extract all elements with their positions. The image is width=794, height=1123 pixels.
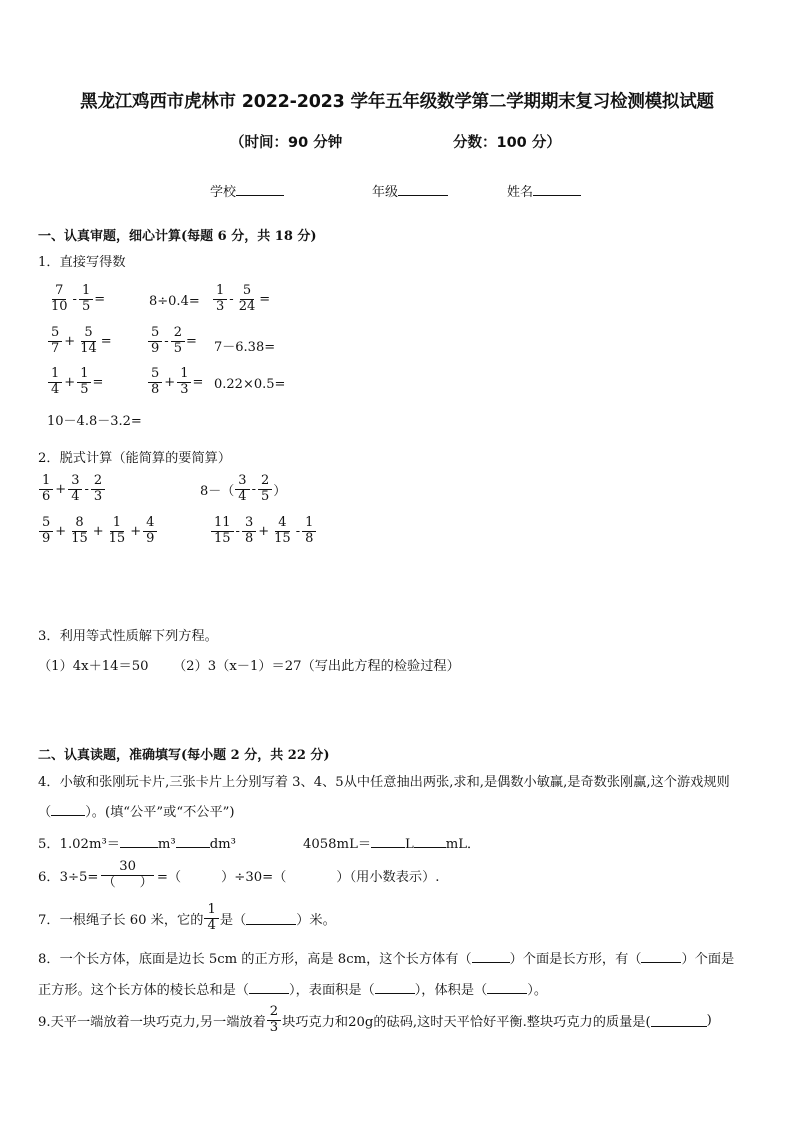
fraction: [39, 474, 53, 504]
numerator: 1: [110, 516, 124, 532]
fraction: [148, 367, 162, 397]
section2-heading: 二、认真读题，准确填写(每小题 2 分，共 22 分): [38, 748, 330, 763]
text-fragment: ）÷30=（: [221, 869, 287, 885]
exam-score: 分数：100 分）: [453, 135, 561, 151]
denominator: 8: [151, 381, 160, 397]
q1-r4a: 10－4.8－3.2=: [47, 414, 142, 429]
numerator: 7: [52, 284, 66, 300]
numerator: 5: [240, 284, 254, 300]
text-fragment: m³: [157, 837, 176, 852]
numerator: 2: [91, 474, 105, 490]
denominator: 3: [93, 488, 103, 504]
q4-line2: [38, 801, 235, 820]
q1-label: 1．直接写得数: [38, 255, 126, 270]
q8-blank-2[interactable]: [641, 950, 681, 963]
denominator: 15: [71, 530, 88, 546]
school-label: 学校: [210, 185, 237, 200]
numerator: 1: [77, 367, 91, 383]
text-fragment: 5．1.02m³＝: [38, 837, 120, 852]
q5-a: [38, 833, 236, 852]
numerator: 2: [258, 474, 272, 490]
fraction: [39, 516, 53, 546]
text-fragment: 是（: [219, 912, 247, 928]
fraction: [213, 284, 227, 314]
text-fragment: =: [185, 333, 197, 349]
denominator: 8: [244, 530, 254, 546]
fraction: [302, 516, 316, 546]
exam-title: 黑龙江鸡西市虎林市 2022-2023 学年五年级数学第二学期期末复习检测模拟试题: [80, 92, 714, 112]
operator: +: [55, 523, 67, 539]
q3-eq2: （2）3（x－1）＝27（写出此方程的检验过程）: [173, 659, 460, 674]
numerator: 2: [267, 1005, 281, 1021]
numerator: 1: [204, 903, 218, 919]
grade-field: [372, 181, 448, 200]
q5-blank-4[interactable]: [414, 835, 446, 848]
q4-blank[interactable]: [51, 803, 85, 816]
q4-line1: 4．小敏和张刚玩卡片,三张卡片上分别写着 3、4、5从中任意抽出两张,求和,是偶数小敏赢,是奇数张刚赢,这个游戏规则: [38, 775, 730, 790]
q2-e3: [38, 516, 158, 546]
numerator: 3: [68, 474, 82, 490]
operator: +: [130, 523, 142, 539]
q2-label: 2．脱式计算（能简算的要简算）: [38, 451, 232, 466]
denominator: 4: [238, 488, 247, 504]
operator: -: [251, 481, 256, 497]
q1-r2a: [47, 326, 112, 356]
text-fragment: 9.天平一端放着一块巧克力,另一端放着: [38, 1014, 266, 1030]
text-fragment: =（: [156, 869, 182, 885]
denominator: [99, 876, 155, 891]
numerator: 1: [213, 284, 227, 300]
text-fragment: ）米。: [296, 912, 336, 928]
fraction: [106, 516, 129, 546]
name-label: 姓名: [507, 185, 534, 200]
fraction: [171, 326, 185, 356]
fraction: [235, 474, 249, 504]
numerator: 1: [79, 284, 93, 300]
q1-r2b: [147, 326, 197, 356]
q8-line2: [38, 979, 547, 998]
fraction: [68, 474, 82, 504]
text-fragment: =: [92, 374, 104, 390]
numerator: 4: [275, 516, 289, 532]
fraction: [143, 516, 157, 546]
name-blank[interactable]: [533, 183, 581, 196]
fraction: [258, 474, 272, 504]
q9: [38, 1005, 712, 1036]
q9-blank[interactable]: [651, 1014, 707, 1027]
numerator: 1: [39, 474, 53, 490]
text-fragment: 8．一个长方体，底面是边长 5cm 的正方形，高是 8cm，这个长方体有（: [38, 952, 472, 967]
text-fragment: 8－（: [200, 483, 235, 499]
text-fragment: ）个面是: [681, 952, 735, 967]
numerator: 5: [148, 367, 162, 383]
numerator: 1: [48, 367, 62, 383]
fraction: [271, 516, 294, 546]
q7-blank[interactable]: [246, 912, 296, 925]
q8-blank-5[interactable]: [487, 981, 527, 994]
grade-blank[interactable]: [398, 183, 448, 196]
denominator: 4: [51, 381, 60, 397]
denominator: 3: [216, 298, 225, 314]
fraction: [79, 284, 93, 314]
q2-e4: [210, 516, 317, 546]
text-fragment: =: [192, 374, 204, 390]
text-fragment: ）: [273, 483, 287, 499]
fraction: [236, 284, 259, 314]
text-fragment: =: [259, 291, 271, 307]
q8-blank-1[interactable]: [472, 950, 510, 963]
numerator: 1: [302, 516, 316, 532]
denominator: 6: [42, 488, 51, 504]
operator: -: [295, 523, 301, 539]
q8-line1: [38, 948, 734, 967]
q5-blank-1[interactable]: [120, 835, 158, 848]
numerator: 5: [81, 326, 95, 342]
exam-time: （时间：90 分钟: [230, 135, 343, 151]
grade-label: 年级: [372, 185, 399, 200]
operator: +: [64, 374, 76, 390]
denominator: 24: [238, 298, 256, 314]
fraction: [148, 326, 162, 356]
denominator: 5: [173, 340, 182, 356]
q1-r1b: 8÷0.4=: [149, 294, 200, 309]
text-fragment: 6．3÷5=: [38, 869, 99, 885]
q8-blank-4[interactable]: [375, 981, 415, 994]
denominator: 5: [81, 298, 91, 314]
numerator: 30: [101, 860, 154, 876]
q3-label: 3．利用等式性质解下列方程。: [38, 629, 218, 644]
operator: +: [64, 333, 76, 349]
text-fragment: ）。: [527, 983, 548, 998]
fraction: [48, 367, 62, 397]
fraction: [267, 1005, 281, 1036]
q8-blank-3[interactable]: [249, 981, 289, 994]
operator: -: [72, 291, 77, 307]
operator: +: [164, 374, 176, 390]
operator: -: [84, 481, 89, 497]
numerator: 5: [48, 326, 62, 342]
text-fragment: ）（用小数表示）.: [336, 869, 440, 885]
q7: [38, 903, 336, 934]
denominator: 5: [260, 488, 270, 504]
fraction: [77, 326, 100, 356]
denominator: 3: [180, 381, 189, 397]
denominator: 10: [51, 298, 68, 314]
q1-r3b: [147, 367, 203, 397]
fraction: [68, 516, 91, 546]
text-fragment: （: [102, 874, 116, 890]
numerator: 3: [235, 474, 249, 490]
text-fragment: ），表面积是（: [289, 983, 375, 998]
q2-e1: [38, 474, 106, 504]
text-fragment: ）。(填“公平”或“不公平”): [85, 805, 235, 820]
text-fragment: L: [405, 837, 414, 852]
fraction: [99, 860, 155, 891]
fraction: [242, 516, 256, 546]
q5-b: [303, 833, 480, 852]
operator: -: [235, 523, 240, 539]
text-fragment: ）个面是长方形，有（: [509, 952, 642, 967]
numerator: 3: [242, 516, 256, 532]
denominator: 9: [151, 340, 160, 356]
q1-r3a: [47, 367, 103, 397]
numerator: 4: [143, 516, 157, 532]
numerator: 11: [211, 516, 234, 532]
fraction: [177, 367, 191, 397]
operator: +: [258, 523, 270, 539]
q1-r1c: [212, 284, 270, 314]
q1-r2c: 7－6.38=: [214, 340, 276, 355]
denominator: 7: [51, 340, 60, 356]
q1-r3c: 0.22×0.5=: [214, 377, 286, 392]
q5-blank-3[interactable]: [371, 835, 405, 848]
fraction: [91, 474, 105, 504]
denominator: 9: [42, 530, 51, 546]
operator: -: [164, 333, 169, 349]
school-blank[interactable]: [236, 183, 284, 196]
operator: +: [55, 481, 67, 497]
text-fragment: =: [100, 333, 112, 349]
fraction: [48, 326, 62, 356]
denominator: 5: [80, 381, 89, 397]
text-fragment: ）: [139, 874, 153, 890]
text-fragment: 4058mL＝: [303, 837, 372, 852]
q3-eq1: （1）4x＋14＝50: [38, 659, 149, 674]
numerator: 8: [72, 516, 86, 532]
q6: [38, 860, 439, 891]
q5-blank-2[interactable]: [176, 835, 210, 848]
text-fragment: dm³: [209, 837, 236, 852]
fraction: [211, 516, 234, 546]
denominator: 15: [274, 530, 291, 546]
text-fragment: ): [706, 1012, 712, 1028]
denominator: 4: [207, 917, 216, 933]
text-fragment: =: [94, 291, 106, 307]
text-fragment: 块巧克力和20g的砝码,这时天平恰好平衡.整块巧克力的质量是(: [282, 1014, 651, 1030]
denominator: 8: [305, 530, 314, 546]
fraction: [48, 284, 71, 314]
q2-e2: [200, 474, 286, 504]
denominator: 15: [214, 530, 231, 546]
q1-r1a: [47, 284, 105, 314]
fraction: [204, 903, 218, 934]
section1-heading: 一、认真审题，细心计算(每题 6 分，共 18 分): [38, 229, 317, 244]
numerator: 5: [148, 326, 162, 342]
name-field: [507, 181, 581, 200]
denominator: 14: [80, 340, 97, 356]
text-fragment: ），体积是（: [414, 983, 488, 998]
operator: +: [92, 523, 104, 539]
text-fragment: （: [38, 805, 52, 820]
school-field: [210, 181, 284, 200]
text-fragment: 7．一根绳子长 60 米，它的: [38, 912, 204, 928]
denominator: 3: [269, 1019, 279, 1035]
numerator: 1: [177, 367, 191, 383]
numerator: 2: [171, 326, 185, 342]
text-fragment: 正方形。这个长方体的棱长总和是（: [38, 983, 249, 998]
denominator: 9: [146, 530, 155, 546]
text-fragment: mL．: [445, 837, 481, 852]
denominator: 15: [108, 530, 126, 546]
operator: -: [229, 291, 234, 307]
numerator: 5: [39, 516, 53, 532]
fraction: [77, 367, 91, 397]
denominator: 4: [71, 488, 80, 504]
